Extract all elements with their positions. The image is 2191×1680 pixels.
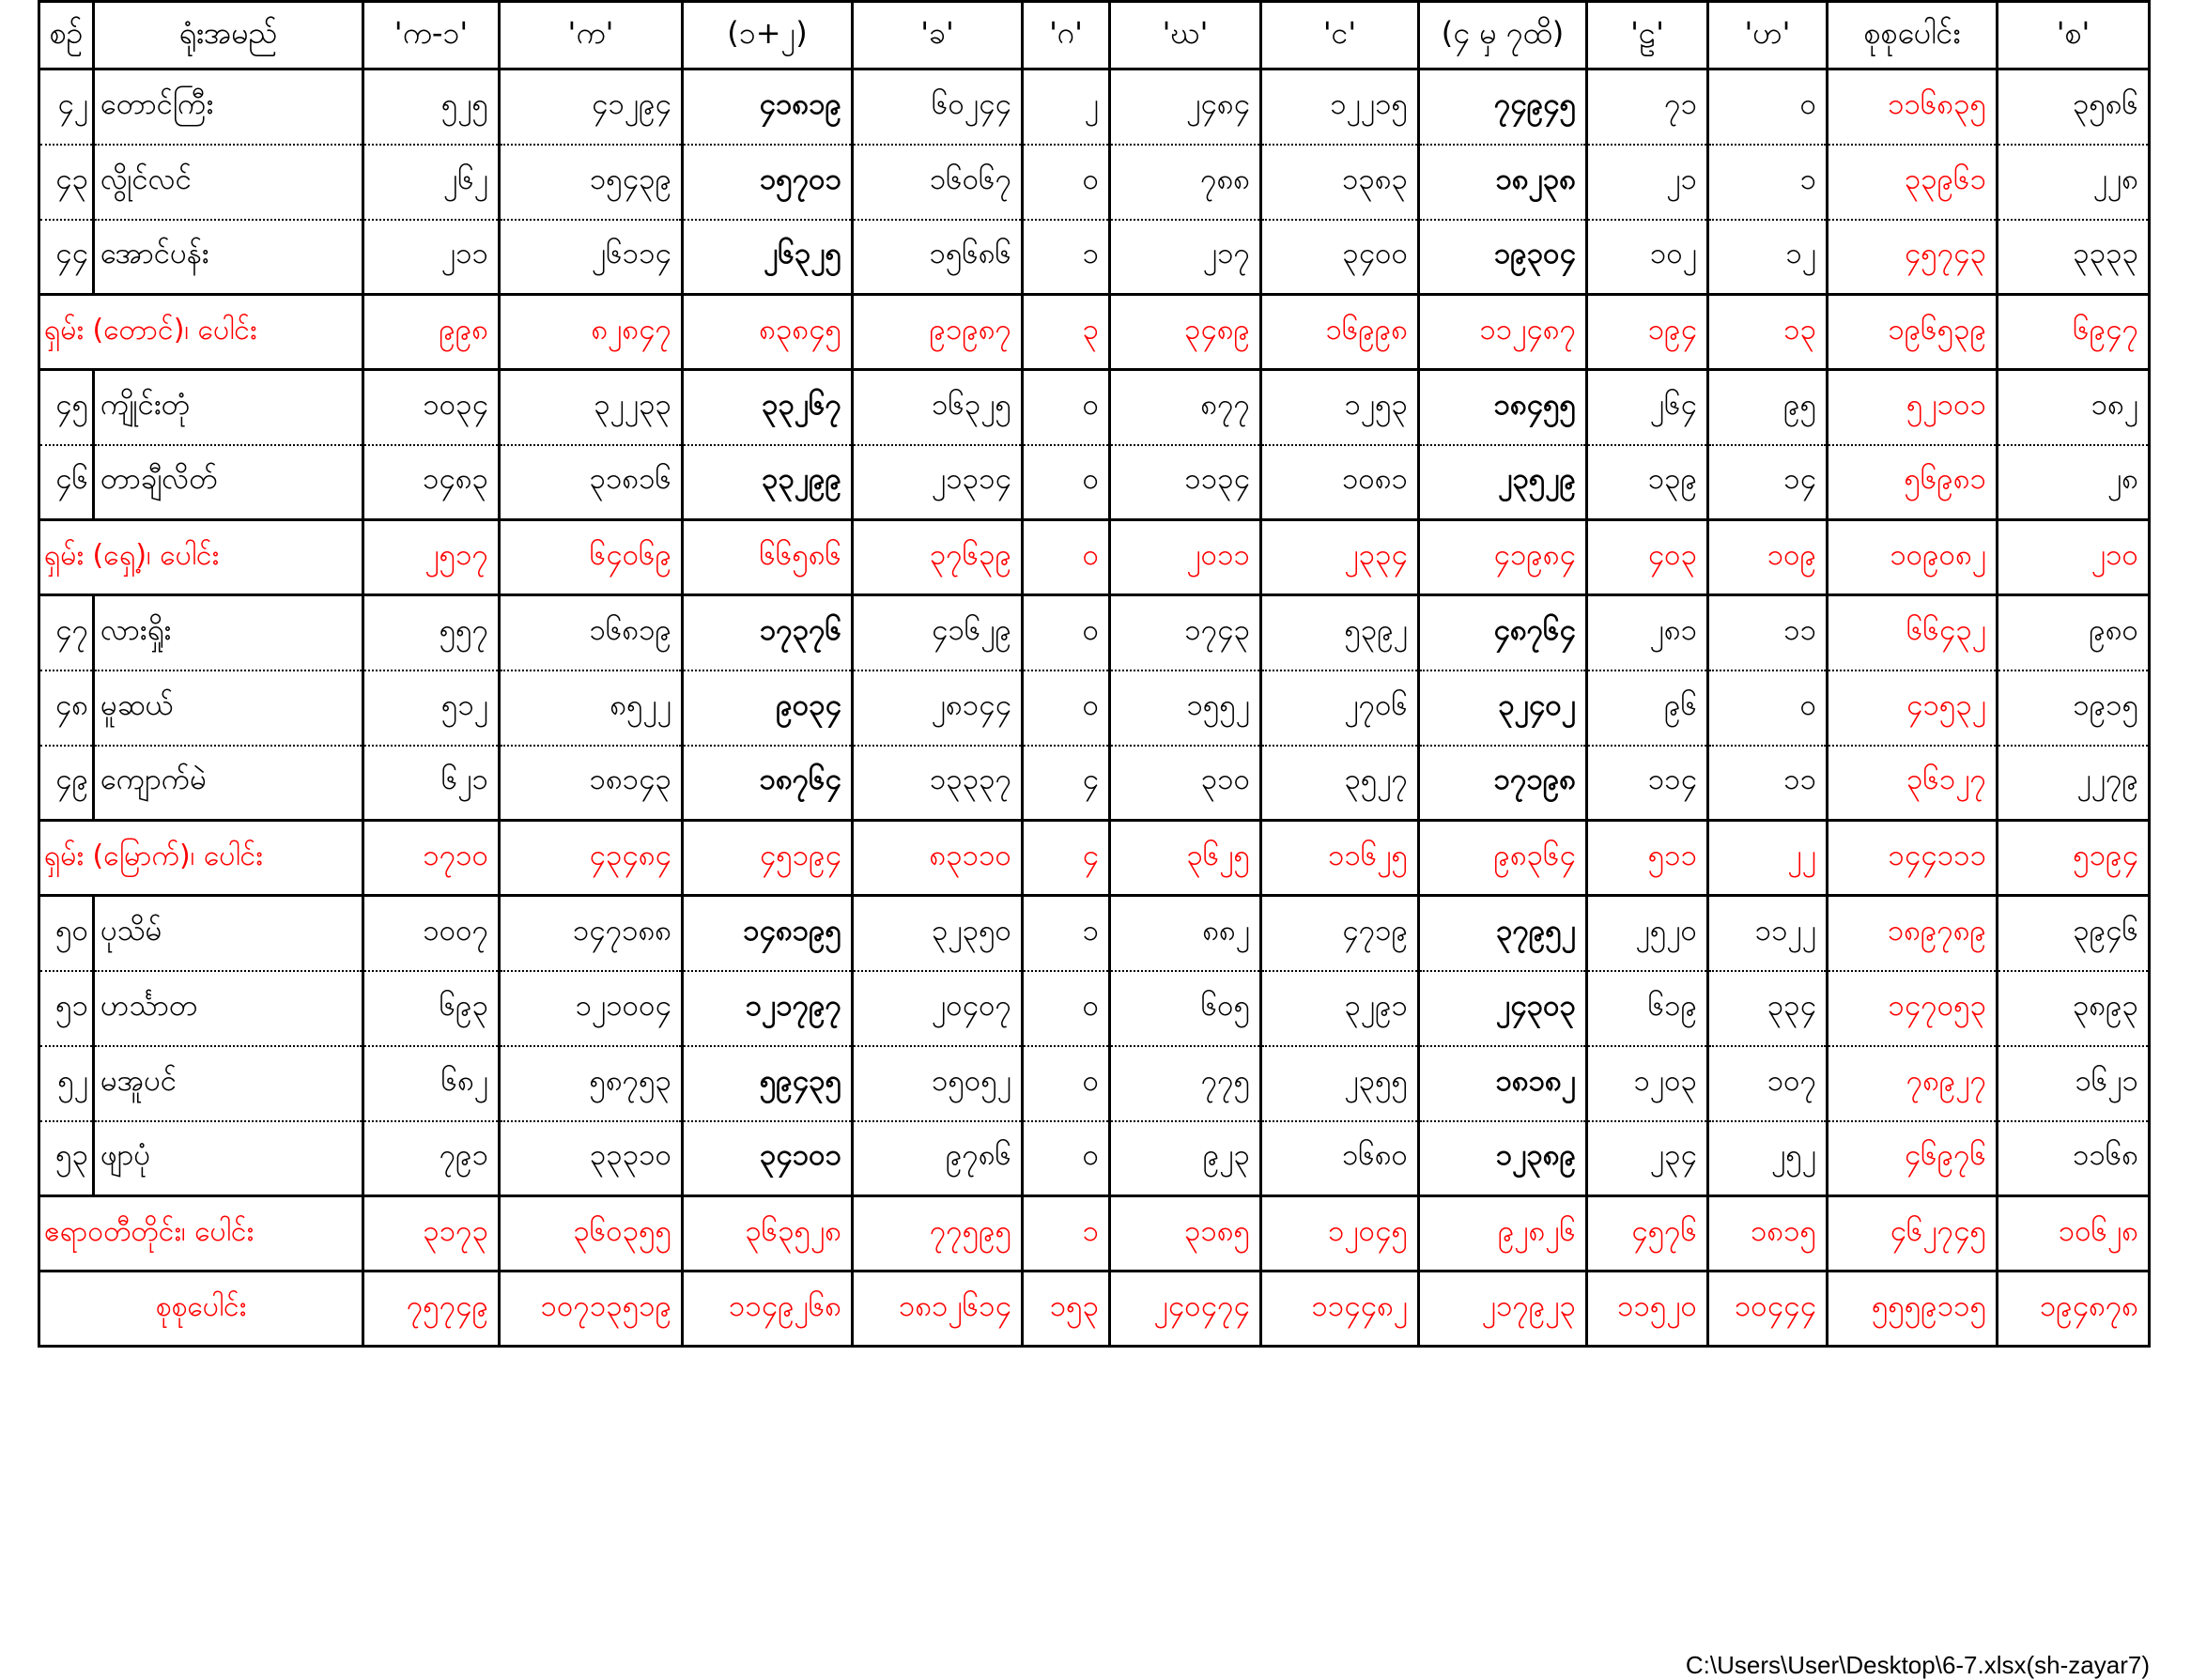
office-name-cell: မူဆယ် (94, 670, 363, 746)
value-cell: ၁၄၈၃ (363, 445, 500, 520)
value-cell: ၁၆၃၂၅ (853, 370, 1023, 445)
subtotal-value-cell: ၃၆၂၅ (1110, 821, 1261, 896)
value-cell: ၁၁၄ (1587, 746, 1708, 821)
value-cell: ၃၃၃၃ (1998, 220, 2150, 295)
serial-number-cell: ၅၀ (39, 896, 94, 971)
value-cell: ၁၀၃၄ (363, 370, 500, 445)
table-row (39, 595, 2150, 670)
value-cell: ၃၃၂၉၉ (683, 445, 853, 520)
subtotal-value-cell: ၃၁၈၅ (1110, 1196, 1261, 1272)
serial-number-cell: ၄၆ (39, 445, 94, 520)
subtotal-value-cell: ၂၀၁၁ (1110, 520, 1261, 595)
value-cell: ၁၂ (1708, 220, 1828, 295)
table-row (39, 971, 2150, 1046)
value-cell: ၄၁၈၁၉ (683, 69, 853, 145)
value-cell: ၁၇၃၇၆ (683, 595, 853, 670)
subtotal-value-cell: ၁၇၁၀ (363, 821, 500, 896)
subtotal-value-cell: ၁၃ (1708, 295, 1828, 370)
value-cell: ၁၄၇၀၅၃ (1828, 971, 1998, 1046)
table-row (39, 69, 2150, 145)
subtotal-value-cell: ၁၀၆၂၈ (1998, 1196, 2150, 1272)
subtotal-label: ရှမ်း (မြောက်)၊ ပေါင်း (39, 821, 363, 896)
value-cell: ၂၀၄၀၇ (853, 971, 1023, 1046)
subtotal-value-cell: ၇၇၅၉၅ (853, 1196, 1023, 1272)
grand-total-value-cell: ၂၄၀၄၇၄ (1110, 1272, 1261, 1347)
value-cell: ၁၈၂ (1998, 370, 2150, 445)
table-row (39, 896, 2150, 971)
value-cell: ၀ (1023, 1121, 1110, 1196)
column-header: စဉ် (39, 2, 94, 69)
subtotal-value-cell: ၉၈၃၆၄ (1419, 821, 1587, 896)
header-row (39, 2, 2150, 69)
subtotal-value-cell: ၃၆၀၃၅၅ (500, 1196, 683, 1272)
subtotal-value-cell: ၁၁၆၂၅ (1261, 821, 1419, 896)
subtotal-value-cell: ၂၅၁၇ (363, 520, 500, 595)
value-cell: ၁၆၈၁၉ (500, 595, 683, 670)
serial-number-cell: ၅၁ (39, 971, 94, 1046)
value-cell: ၄ (1023, 746, 1110, 821)
table-row (39, 1121, 2150, 1196)
subtotal-value-cell: ၁၄၄၁၁၁ (1828, 821, 1998, 896)
serial-number-cell: ၄၃ (39, 145, 94, 220)
subtotal-value-cell: ၈၃၈၄၅ (683, 295, 853, 370)
value-cell: ၁၀၀၇ (363, 896, 500, 971)
serial-number-cell: ၅၂ (39, 1046, 94, 1121)
column-header: 'ဠ' (1587, 2, 1708, 69)
value-cell: ၁၂၀၃ (1587, 1046, 1708, 1121)
value-cell: ၁၇၄၃ (1110, 595, 1261, 670)
value-cell: ၁ (1023, 220, 1110, 295)
value-cell: ၉၇၈၆ (853, 1121, 1023, 1196)
value-cell: ၄၈၇၆၄ (1419, 595, 1587, 670)
value-cell: ၂၅၂ (1708, 1121, 1828, 1196)
subtotal-value-cell: ၃၇၆၃၉ (853, 520, 1023, 595)
value-cell: ၁၃၈၃ (1261, 145, 1419, 220)
value-cell: ၃၃၉၆၁ (1828, 145, 1998, 220)
serial-number-cell: ၄၅ (39, 370, 94, 445)
value-cell: ၀ (1023, 145, 1110, 220)
value-cell: ၁၁၃၄ (1110, 445, 1261, 520)
value-cell: ၁၈၉၇၈၉ (1828, 896, 1998, 971)
subtotal-value-cell: ၄၅၇၆ (1587, 1196, 1708, 1272)
value-cell: ၁၉၁၅ (1998, 670, 2150, 746)
subtotal-row (39, 295, 2150, 370)
table-row (39, 145, 2150, 220)
value-cell: ၁၈၇၆၄ (683, 746, 853, 821)
subtotal-value-cell: ၁၁၂၄၈၇ (1419, 295, 1587, 370)
value-cell: ၃၂၂၃၃ (500, 370, 683, 445)
subtotal-value-cell: ၁၀၉ (1708, 520, 1828, 595)
value-cell: ၂၃၅၅ (1261, 1046, 1419, 1121)
value-cell: ၅၆၉၈၁ (1828, 445, 1998, 520)
table-row (39, 370, 2150, 445)
value-cell: ၀ (1023, 971, 1110, 1046)
serial-number-cell: ၄၉ (39, 746, 94, 821)
column-header: (၄ မှ ၇ထိ) (1419, 2, 1587, 69)
value-cell: ၁၆၈၀ (1261, 1121, 1419, 1196)
value-cell: ၂၁၃၁၄ (853, 445, 1023, 520)
value-cell: ၉၂၃ (1110, 1121, 1261, 1196)
value-cell: ၆၀၂၄၄ (853, 69, 1023, 145)
value-cell: ၆၁၉ (1587, 971, 1708, 1046)
value-cell: ၈၈၂ (1110, 896, 1261, 971)
office-name-cell: ကျိုင်းတုံ (94, 370, 363, 445)
grand-total-value-cell: ၁၀၄၄၄ (1708, 1272, 1828, 1347)
office-name-cell: ဖျာပုံ (94, 1121, 363, 1196)
column-header: စုစုပေါင်း (1828, 2, 1998, 69)
serial-number-cell: ၄၈ (39, 670, 94, 746)
grand-total-value-cell: ၁၉၄၈၇၈ (1998, 1272, 2150, 1347)
office-name-cell: ကျောက်မဲ (94, 746, 363, 821)
value-cell: ၉၆ (1587, 670, 1708, 746)
subtotal-value-cell: ၄၀၃ (1587, 520, 1708, 595)
value-cell: ၁၀၈၁ (1261, 445, 1419, 520)
value-cell: ၃၅၈၆ (1998, 69, 2150, 145)
value-cell: ၅၂၁၀၁ (1828, 370, 1998, 445)
value-cell: ၁၅၆၈၆ (853, 220, 1023, 295)
subtotal-label: ရှမ်း (ရှေ့)၊ ပေါင်း (39, 520, 363, 595)
value-cell: ၁၁၆၈၃၅ (1828, 69, 1998, 145)
office-name-cell: တာချီလိတ် (94, 445, 363, 520)
value-cell: ၁၃၃၃၇ (853, 746, 1023, 821)
value-cell: ၂၁၁ (363, 220, 500, 295)
value-cell: ၆၈၂ (363, 1046, 500, 1121)
value-cell: ၁၀၇ (1708, 1046, 1828, 1121)
value-cell: ၇၈၈ (1110, 145, 1261, 220)
value-cell: ၀ (1708, 69, 1828, 145)
grand-total-value-cell: ၇၅၇၄၉ (363, 1272, 500, 1347)
subtotal-value-cell: ၁ (1023, 1196, 1110, 1272)
grand-total-value-cell: ၁၈၁၂၆၁၄ (853, 1272, 1023, 1347)
office-name-cell: မအူပင် (94, 1046, 363, 1121)
value-cell: ၇၄၉၄၅ (1419, 69, 1587, 145)
value-cell: ၆၆၄၃၂ (1828, 595, 1998, 670)
value-cell: ၃၂၃၅၀ (853, 896, 1023, 971)
subtotal-value-cell: ၀ (1023, 520, 1110, 595)
value-cell: ၁၂၁၇၉၇ (683, 971, 853, 1046)
value-cell: ၂၁ (1587, 145, 1708, 220)
subtotal-value-cell: ၂၁၀ (1998, 520, 2150, 595)
value-cell: ၂၃၅၂၉ (1419, 445, 1587, 520)
value-cell: ၃၆၁၂၇ (1828, 746, 1998, 821)
subtotal-value-cell: ၄၁၉၈၄ (1419, 520, 1587, 595)
serial-number-cell: ၅၃ (39, 1121, 94, 1196)
column-header: 'င' (1261, 2, 1419, 69)
subtotal-value-cell: ၁၀၉၀၈၂ (1828, 520, 1998, 595)
subtotal-value-cell: ၄၅၁၉၄ (683, 821, 853, 896)
value-cell: ၃၃၄ (1708, 971, 1828, 1046)
value-cell: ၀ (1023, 445, 1110, 520)
value-cell: ၃၃၃၁၀ (500, 1121, 683, 1196)
grand-total-label: စုစုပေါင်း (39, 1272, 363, 1347)
subtotal-value-cell: ၄ (1023, 821, 1110, 896)
subtotal-value-cell: ၃၁၇၃ (363, 1196, 500, 1272)
value-cell: ၁၄၈၁၉၅ (683, 896, 853, 971)
table-row (39, 746, 2150, 821)
file-path-footer: C:\Users\User\Desktop\6-7.xlsx(sh-zayar7) (1685, 1651, 2150, 1679)
value-cell: ၉၀၃၄ (683, 670, 853, 746)
value-cell: ၂၂၇၉ (1998, 746, 2150, 821)
value-cell: ၁၃၉ (1587, 445, 1708, 520)
value-cell: ၅၅၇ (363, 595, 500, 670)
subtotal-value-cell: ၁၉၄ (1587, 295, 1708, 370)
value-cell: ၃၇၉၅၂ (1419, 896, 1587, 971)
value-cell: ၄၁၂၉၄ (500, 69, 683, 145)
value-cell: ၄၆၉၇၆ (1828, 1121, 1998, 1196)
value-cell: ၃၁၀ (1110, 746, 1261, 821)
value-cell: ၁၈၂၃၈ (1419, 145, 1587, 220)
table-body (39, 69, 2150, 1347)
value-cell: ၁၆၂၁ (1998, 1046, 2150, 1121)
office-name-cell: အောင်ပန်း (94, 220, 363, 295)
value-cell: ၂၆၁၁၄ (500, 220, 683, 295)
value-cell: ၁၅၄၃၉ (500, 145, 683, 220)
column-header: 'ဂ' (1023, 2, 1110, 69)
value-cell: ၃၂၄၀၂ (1419, 670, 1587, 746)
value-cell: ၁၂၂၁၅ (1261, 69, 1419, 145)
value-cell: ၅၈၇၅၃ (500, 1046, 683, 1121)
value-cell: ၁၄ (1708, 445, 1828, 520)
value-cell: ၂၆၂ (363, 145, 500, 220)
serial-number-cell: ၄၇ (39, 595, 94, 670)
value-cell: ၁၁ (1708, 595, 1828, 670)
subtotal-value-cell: ၆၆၅၈၆ (683, 520, 853, 595)
value-cell: ၂ (1023, 69, 1110, 145)
value-cell: ၅၃၉၂ (1261, 595, 1419, 670)
value-cell: ၂၃၄ (1587, 1121, 1708, 1196)
value-cell: ၃၄၁၀၁ (683, 1121, 853, 1196)
table-row (39, 1046, 2150, 1121)
value-cell: ၂၁၇ (1110, 220, 1261, 295)
table-row (39, 220, 2150, 295)
value-cell: ၄၇၁၉ (1261, 896, 1419, 971)
value-cell: ၂၄၃၀၃ (1419, 971, 1587, 1046)
serial-number-cell: ၄၄ (39, 220, 94, 295)
subtotal-value-cell: ၈၂၈၄၇ (500, 295, 683, 370)
value-cell: ၂၆၃၂၅ (683, 220, 853, 295)
value-cell: ၁ (1708, 145, 1828, 220)
value-cell: ၃၂၉၁ (1261, 971, 1419, 1046)
value-cell: ၁ (1023, 896, 1110, 971)
grand-total-value-cell: ၁၁၅၂၀ (1587, 1272, 1708, 1347)
value-cell: ၇၇၅ (1110, 1046, 1261, 1121)
value-cell: ၂၅၂၀ (1587, 896, 1708, 971)
value-cell: ၁၄၇၁၈၈ (500, 896, 683, 971)
grand-total-value-cell: ၅၅၅၉၁၁၅ (1828, 1272, 1998, 1347)
column-header: ရုံးအမည် (94, 2, 363, 69)
value-cell: ၁၂၁၀၀၄ (500, 971, 683, 1046)
subtotal-row (39, 520, 2150, 595)
grand-total-value-cell: ၂၁၇၉၂၃ (1419, 1272, 1587, 1347)
office-name-cell: ပုသိမ် (94, 896, 363, 971)
subtotal-value-cell: ၃၄၈၉ (1110, 295, 1261, 370)
value-cell: ၁၉၃၀၄ (1419, 220, 1587, 295)
value-cell: ၈၅၂၂ (500, 670, 683, 746)
value-cell: ၆၀၅ (1110, 971, 1261, 1046)
value-cell: ၁၂၅၃ (1261, 370, 1419, 445)
office-name-cell: ဟင်္သာတ (94, 971, 363, 1046)
value-cell: ၃၄၀၀ (1261, 220, 1419, 295)
grand-total-value-cell: ၁၁၄၉၂၆၈ (683, 1272, 853, 1347)
subtotal-value-cell: ၄၆၂၇၄၅ (1828, 1196, 1998, 1272)
value-cell: ၁၁၆၈ (1998, 1121, 2150, 1196)
column-header: (၁+၂) (683, 2, 853, 69)
value-cell: ၂၈၁၄၄ (853, 670, 1023, 746)
value-cell: ၄၁၆၂၉ (853, 595, 1023, 670)
grand-total-value-cell: ၁၀၇၁၃၅၁၉ (500, 1272, 683, 1347)
subtotal-value-cell: ၁၆၉၉၈ (1261, 295, 1419, 370)
value-cell: ၂၆၄ (1587, 370, 1708, 445)
value-cell: ၁၈၁၄၃ (500, 746, 683, 821)
value-cell: ၁၈၁၈၂ (1419, 1046, 1587, 1121)
office-name-cell: လားရှိုး (94, 595, 363, 670)
column-header: 'က' (500, 2, 683, 69)
value-cell: ၂၇၀၆ (1261, 670, 1419, 746)
value-cell: ၁၁ (1708, 746, 1828, 821)
value-cell: ၁၈၄၅၅ (1419, 370, 1587, 445)
value-cell: ၂၈ (1998, 445, 2150, 520)
column-header: 'ဃ' (1110, 2, 1261, 69)
column-header: 'ခ' (853, 2, 1023, 69)
subtotal-value-cell: ၁၉၆၅၃၉ (1828, 295, 1998, 370)
serial-number-cell: ၄၂ (39, 69, 94, 145)
value-cell: ၄၁၅၃၂ (1828, 670, 1998, 746)
subtotal-label: ဧရာဝတီတိုင်း၊ ပေါင်း (39, 1196, 363, 1272)
subtotal-value-cell: ၁၂၀၄၅ (1261, 1196, 1419, 1272)
subtotal-value-cell: ၆၄၀၆၉ (500, 520, 683, 595)
value-cell: ၆၉၃ (363, 971, 500, 1046)
subtotal-value-cell: ၅၁၉၄ (1998, 821, 2150, 896)
table-row (39, 670, 2150, 746)
value-cell: ၃၈၉၃ (1998, 971, 2150, 1046)
grand-total-row (39, 1272, 2150, 1347)
column-header: 'စ' (1998, 2, 2150, 69)
value-cell: ၂၂၈ (1998, 145, 2150, 220)
value-cell: ၁၆၀၆၇ (853, 145, 1023, 220)
subtotal-value-cell: ၂၂ (1708, 821, 1828, 896)
office-name-cell: လွိုင်လင် (94, 145, 363, 220)
value-cell: ၁၇၁၉၈ (1419, 746, 1587, 821)
value-cell: ၇၁ (1587, 69, 1708, 145)
value-cell: ၁၀၂ (1587, 220, 1708, 295)
subtotal-value-cell: ၄၃၄၈၄ (500, 821, 683, 896)
value-cell: ၃၁၈၁၆ (500, 445, 683, 520)
value-cell: ၇၈၉၂၇ (1828, 1046, 1998, 1121)
table-header (39, 2, 2150, 69)
value-cell: ၃၅၂၇ (1261, 746, 1419, 821)
subtotal-row (39, 821, 2150, 896)
office-name-cell: တောင်ကြီး (94, 69, 363, 145)
value-cell: ၆၂၁ (363, 746, 500, 821)
value-cell: ၅၁၂ (363, 670, 500, 746)
subtotal-value-cell: ၁၈၁၅ (1708, 1196, 1828, 1272)
value-cell: ၀ (1023, 1046, 1110, 1121)
subtotal-value-cell: ၉၁၉၈၇ (853, 295, 1023, 370)
value-cell: ၉၈၀ (1998, 595, 2150, 670)
subtotal-value-cell: ၃၆၃၅၂၈ (683, 1196, 853, 1272)
subtotal-value-cell: ၉၂၈၂၆ (1419, 1196, 1587, 1272)
subtotal-value-cell: ၃ (1023, 295, 1110, 370)
value-cell: ၁၅၀၅၂ (853, 1046, 1023, 1121)
table-row (39, 445, 2150, 520)
value-cell: ၁၅၅၂ (1110, 670, 1261, 746)
value-cell: ၂၄၈၄ (1110, 69, 1261, 145)
subtotal-row (39, 1196, 2150, 1272)
value-cell: ၀ (1023, 595, 1110, 670)
value-cell: ၈၇၇ (1110, 370, 1261, 445)
subtotal-label: ရှမ်း (တောင်)၊ ပေါင်း (39, 295, 363, 370)
value-cell: ၀ (1023, 670, 1110, 746)
grand-total-value-cell: ၁၅၃ (1023, 1272, 1110, 1347)
value-cell: ၅၉၄၃၅ (683, 1046, 853, 1121)
value-cell: ၅၂၅ (363, 69, 500, 145)
value-cell: ၁၂၃၈၉ (1419, 1121, 1587, 1196)
summary-table (38, 0, 2151, 1348)
value-cell: ၁၅၇၀၁ (683, 145, 853, 220)
subtotal-value-cell: ၅၁၁ (1587, 821, 1708, 896)
value-cell: ၀ (1023, 370, 1110, 445)
value-cell: ၃၉၄၆ (1998, 896, 2150, 971)
value-cell: ၃၃၂၆၇ (683, 370, 853, 445)
column-header: 'ဟ' (1708, 2, 1828, 69)
value-cell: ၀ (1708, 670, 1828, 746)
subtotal-value-cell: ၉၉၈ (363, 295, 500, 370)
subtotal-value-cell: ၆၉၄၇ (1998, 295, 2150, 370)
column-header: 'က-၁' (363, 2, 500, 69)
value-cell: ၂၈၁ (1587, 595, 1708, 670)
value-cell: ၇၉၁ (363, 1121, 500, 1196)
value-cell: ၉၅ (1708, 370, 1828, 445)
value-cell: ၁၁၂၂ (1708, 896, 1828, 971)
subtotal-value-cell: ၂၃၃၄ (1261, 520, 1419, 595)
subtotal-value-cell: ၈၃၁၁၀ (853, 821, 1023, 896)
grand-total-value-cell: ၁၁၄၄၈၂ (1261, 1272, 1419, 1347)
value-cell: ၄၅၇၄၃ (1828, 220, 1998, 295)
